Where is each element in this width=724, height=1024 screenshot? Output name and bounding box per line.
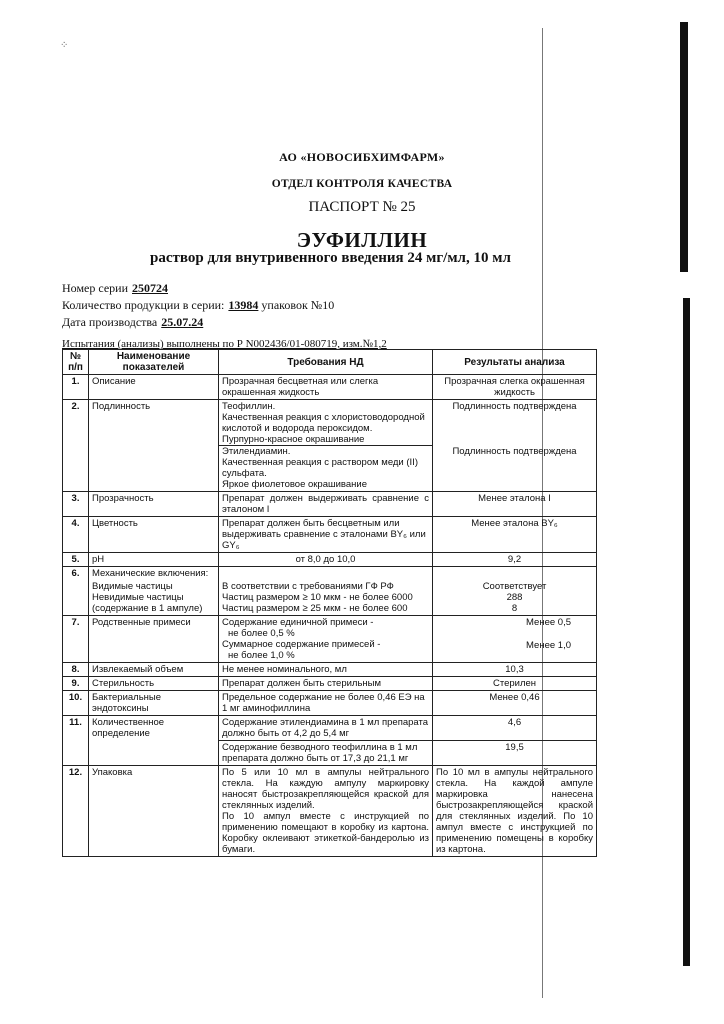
row-name: Описание xyxy=(89,375,219,400)
row-number: 4. xyxy=(63,517,89,553)
row-name xyxy=(89,567,219,616)
passport-number: ПАСПОРТ № 25 xyxy=(308,199,416,215)
company-name: АО «НОВОСИБХИМФАРМ» xyxy=(279,150,445,164)
req-line: Частиц размером ≥ 25 мкм - не более 600 xyxy=(222,603,408,614)
row-number: 12. xyxy=(63,766,89,857)
name-line: Видимые частицы xyxy=(92,581,173,592)
series-value: 250724 xyxy=(132,281,168,295)
row-name: pH xyxy=(89,553,219,567)
req-line: Яркое фиолетовое окрашивание xyxy=(222,479,367,490)
series-label: Номер серии xyxy=(62,281,128,295)
header-results: Результаты анализа xyxy=(433,350,597,375)
row-name: Количественное определение xyxy=(89,716,219,766)
product-subtitle: раствор для внутривенного введения 24 мг/мл, 10 мл xyxy=(150,250,511,266)
row-result xyxy=(433,400,597,492)
req-line: не более 0,5 % xyxy=(228,628,295,639)
date-value: 25.07.24 xyxy=(161,315,204,329)
row-requirement: от 8,0 до 10,0 xyxy=(219,553,433,567)
quantity-unit: упаковок №10 xyxy=(261,298,335,312)
table-row xyxy=(63,517,597,553)
product-name: ЭУФИЛЛИН xyxy=(296,228,428,252)
row-requirement: Прозрачная бесцветная или слегка окрашенная жидкость xyxy=(219,375,433,400)
scan-speck: ⁘ xyxy=(60,40,69,51)
row-number: 7. xyxy=(63,616,89,663)
table-row xyxy=(63,616,597,663)
table-row xyxy=(63,691,597,716)
req-line: По 10 ампул вместе с инструкцией по применению помещают в коробку из картона. Коробку оклеивают этикеткой-бандеролью из бумаги. xyxy=(222,811,429,855)
row-name: Извлекаемый объем xyxy=(89,663,219,677)
row-result xyxy=(433,567,597,616)
req-line: Качественная реакция с раствором меди (II) сульфата. xyxy=(222,457,418,479)
name-line: (содержание в 1 ампуле) xyxy=(92,603,203,614)
result-line: Менее 1,0 xyxy=(526,640,571,651)
tests-line: Испытания (анализы) выполнены по Р N002436/01-080719, изм.№1,2 xyxy=(62,338,387,350)
row-result: Стерилен xyxy=(433,677,597,691)
row-requirement xyxy=(219,616,433,663)
table-header-row xyxy=(63,350,597,375)
row-result: 19,5 xyxy=(433,741,597,766)
name-line: Механические включения: xyxy=(92,568,209,579)
table-row xyxy=(63,400,597,492)
series-line xyxy=(62,281,168,296)
row-name: Упаковка xyxy=(89,766,219,857)
row-result: Менее 0,46 xyxy=(433,691,597,716)
result-line: 288 xyxy=(506,592,523,603)
table-row xyxy=(63,663,597,677)
table-row xyxy=(63,492,597,517)
req-line: Качественная реакция с хлористоводородной кислотой и водорода пероксидом. xyxy=(222,412,425,434)
req-line: не более 1,0 % xyxy=(228,650,295,661)
req-line: Этилендиамин. xyxy=(219,445,432,457)
row-name: Родственные примеси xyxy=(89,616,219,663)
row-number: 9. xyxy=(63,677,89,691)
table-row xyxy=(63,677,597,691)
row-number: 3. xyxy=(63,492,89,517)
row-result: Менее эталона I xyxy=(433,492,597,517)
row-requirement: Содержание этилендиамина в 1 мл препарата должно быть от 4,2 до 5,4 мг xyxy=(219,716,433,741)
quantity-label: Количество продукции в серии: xyxy=(62,298,225,312)
row-requirement: Препарат должен быть стерильным xyxy=(219,677,433,691)
quantity-line xyxy=(62,298,334,313)
row-name: Стерильность xyxy=(89,677,219,691)
req-line: Частиц размером ≥ 10 мкм - не более 6000 xyxy=(222,592,413,603)
req-line: Содержание единичной примеси - xyxy=(222,617,374,628)
row-requirement: Предельное содержание не более 0,46 ЕЭ на 1 мг аминофиллина xyxy=(219,691,433,716)
row-number: 1. xyxy=(63,375,89,400)
row-name: Цветность xyxy=(89,517,219,553)
table-row xyxy=(63,766,597,857)
req-line: По 5 или 10 мл в ампулы нейтрального стекла. На каждую ампулу маркировку наносят быстрозакрепляющейся краской для стеклянных изделий. xyxy=(222,767,429,811)
header-no: № п/п xyxy=(63,350,89,375)
row-number: 10. xyxy=(63,691,89,716)
row-number: 5. xyxy=(63,553,89,567)
date-line xyxy=(62,315,203,330)
header-name: Наименование показателей xyxy=(89,350,219,375)
result-line: Подлинность подтверждена xyxy=(452,446,577,457)
header-requirements: Требования НД xyxy=(219,350,433,375)
req-line: Пурпурно-красное окрашивание xyxy=(222,434,365,445)
row-result: 9,2 xyxy=(433,553,597,567)
row-number: 2. xyxy=(63,400,89,492)
row-result xyxy=(433,616,597,663)
date-label: Дата производства xyxy=(62,315,158,329)
quantity-value: 13984 xyxy=(228,298,259,312)
row-requirement: Препарат должен быть бесцветным или выдерживать сравнение с эталонами BY₆ или GY₆ xyxy=(219,517,433,553)
table-row xyxy=(63,375,597,400)
row-number: 8. xyxy=(63,663,89,677)
row-requirement xyxy=(219,567,433,616)
result-line: Менее 0,5 xyxy=(526,617,571,628)
row-result: Менее эталона BY₆ xyxy=(433,517,597,553)
row-result: 10,3 xyxy=(433,663,597,677)
table-row xyxy=(63,716,597,741)
row-number: 11. xyxy=(63,716,89,766)
table-row xyxy=(63,567,597,616)
row-requirement: Содержание безводного теофиллина в 1 мл препарата должно быть от 17,3 до 21,1 мг xyxy=(219,741,433,766)
row-result: По 10 мл в ампулы нейтрального стекла. На каждой ампуле маркировка нанесена быстрозакрепляющейся краской для стеклянных изделий. По 10 ампул вместе с инструкцией по применению помещены в коробку из картона. xyxy=(433,766,597,857)
row-name: Бактериальные эндотоксины xyxy=(89,691,219,716)
row-name: Подлинность xyxy=(89,400,219,492)
table-row xyxy=(63,553,597,567)
row-requirement: Препарат должен выдерживать сравнение с эталоном I xyxy=(219,492,433,517)
row-name: Прозрачность xyxy=(89,492,219,517)
name-line: Невидимые частицы xyxy=(92,592,184,603)
req-line: В соответствии с требованиями ГФ РФ xyxy=(222,581,394,592)
row-result: 4,6 xyxy=(433,716,597,741)
result-line: Подлинность подтверждена xyxy=(452,401,577,412)
department-name: ОТДЕЛ КОНТРОЛЯ КАЧЕСТВА xyxy=(271,178,453,190)
result-line: 8 xyxy=(511,603,518,614)
req-line: Теофиллин. xyxy=(222,401,276,412)
analysis-table xyxy=(62,349,597,857)
row-result: Прозрачная слегка окрашенная жидкость xyxy=(433,375,597,400)
scan-edge-bar-bottom xyxy=(683,298,690,966)
row-number: 6. xyxy=(63,567,89,616)
row-requirement xyxy=(219,766,433,857)
row-requirement xyxy=(219,400,433,492)
req-line: Суммарное содержание примесей - xyxy=(222,639,381,650)
result-line: Соответствует xyxy=(482,581,547,592)
row-requirement: Не менее номинального, мл xyxy=(219,663,433,677)
